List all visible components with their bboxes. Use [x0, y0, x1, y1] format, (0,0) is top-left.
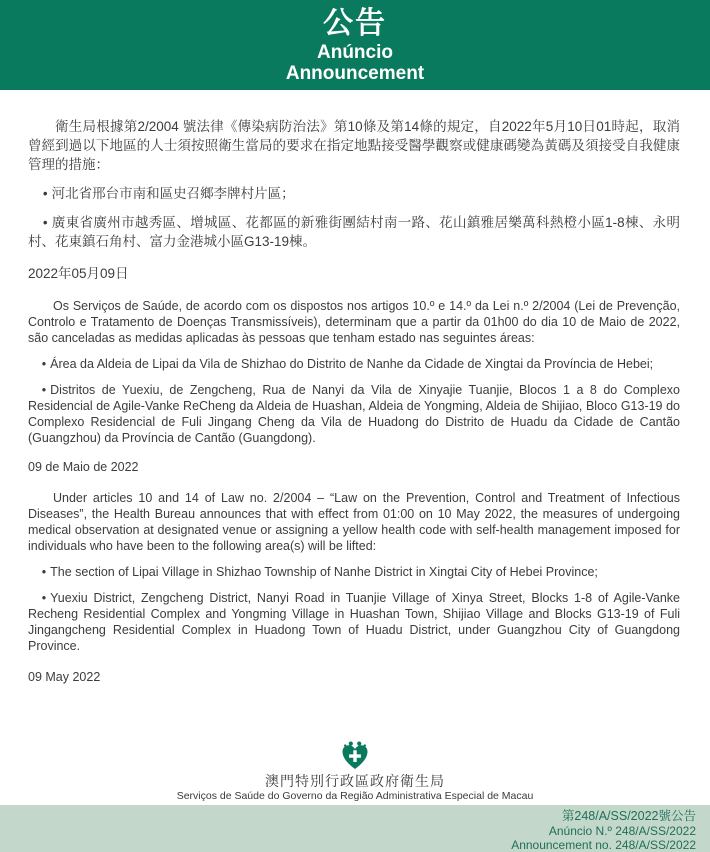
org-name-zh: 澳門特別行政區政府衛生局 [265, 773, 445, 789]
zh-bullet-item [28, 213, 680, 251]
zh-bullet-text: 河北省邢台市南和區史召鄉李牌村片區； [51, 186, 295, 201]
whitespace-spacer [0, 685, 710, 741]
pt-intro-paragraph: Os Serviços de Saúde, de acordo com os dispostos nos artigos 10.º e 14.º da Lei n.º 2/2004 (Lei de Prevenção, Controlo e Tratamento de Doenças Transmissíveis), determinam que a partir da 01h00 do dia 10 de Maio de 2022, são canceladas as medidas aplicadas às pessoas que tenham estado nas seguintes áreas: [28, 299, 680, 345]
bullet-icon: • [42, 215, 48, 230]
zh-bullet-text: 廣東省廣州市越秀區、增城區、花都區的新雅街團結村南一路、花山鎮雅居樂萬科熱橙小區1-8棟、永明村、花東鎮石角村、富力金港城小區G13-19棟。 [28, 215, 680, 249]
announcement-header [0, 0, 710, 90]
page-title-en: Announcement [285, 63, 425, 84]
pt-bullet-item [28, 356, 680, 372]
ref-number-en: Announcement no. 248/A/SS/2022 [511, 838, 696, 852]
bullet-icon: • [41, 591, 47, 605]
en-bullet-item [28, 564, 680, 580]
reference-footer [0, 805, 710, 852]
pt-date: 09 de Maio de 2022 [28, 460, 139, 474]
pt-bullet-text: Área da Aldeia de Lipai da Vila de Shizhao do Distrito de Nanhe da Cidade de Xingtai da Província de Hebei; [50, 357, 654, 371]
org-name-pt: Serviços de Saúde do Governo da Região Administrativa Especial de Macau [176, 790, 534, 802]
en-bullet-item [28, 590, 680, 654]
bullet-icon: • [41, 357, 47, 371]
bullet-icon: • [41, 565, 47, 579]
en-intro-paragraph: Under articles 10 and 14 of Law no. 2/2004 – “Law on the Prevention, Control and Treatment of Infectious Diseases”, the Health Bureau announces that with effect from 01:00 on 10 May 2022, the measures of undergoing medical observation at designated venue or assigning a yellow health code with self-health management imposed for individuals who have been to the following area(s) will be lifted: [28, 491, 680, 553]
ref-number-zh: 第248/A/SS/2022號公告 [561, 809, 696, 823]
en-date: 09 May 2022 [28, 670, 101, 684]
zh-bullet-item [28, 184, 680, 203]
heart-cross-health-bureau-icon [340, 741, 370, 771]
page-title-zh: 公告 [323, 7, 387, 40]
page-title-pt: Anúncio [317, 42, 393, 63]
zh-date: 2022年05月09日 [28, 266, 129, 281]
zh-intro-paragraph: 衛生局根據第2/2004 號法律《傳染病防治法》第10條及第14條的規定，自2022年5月10日01時起，取消曾經到過以下地區的人士須按照衛生當局的要求在指定地點接受醫學觀察或健康碼變為黃碼及須接受自我健康管理的措施： [28, 119, 680, 172]
announcement-body [0, 90, 710, 685]
en-bullet-text: Yuexiu District, Zengcheng District, Nanyi Road in Tuanjie Village of Xinya Street, Blocks 1-8 of Agile-Vanke Recheng Residential Complex and Yongming Village in Huashan Town, Shijiao Village and Blocks G13-19 of Fuli Jingangcheng Residential Complex in Huadong Town of Huadu District, under Guangzhou City of Guangdong Province. [28, 591, 680, 653]
pt-bullet-item [28, 382, 680, 446]
ref-number-pt: Anúncio N.º 248/A/SS/2022 [548, 824, 696, 838]
en-bullet-text: The section of Lipai Village in Shizhao Township of Nanhe District in Xingtai City of Hebei Province; [50, 565, 598, 579]
pt-bullet-text: Distritos de Yuexiu, de Zengcheng, Rua de Nanyi da Vila de Xinyajie Tuanjie, Blocos 1 a 8 do Complexo Residencial de Agile-Vanke ReCheng da Aldeia de Huashan, Aldeia de Yongming, Aldeia de Shijiao, Bloco G13-19 do Complexo Residencial de Fuli Jingang Cheng da Vila de Huadong do Distrito de Huadu da Cidade de Cantão (Guangzhou) da Província de Cantão (Guangdong). [28, 383, 680, 445]
org-signature-block [0, 741, 710, 805]
bullet-icon: • [42, 186, 48, 201]
bullet-icon: • [41, 383, 47, 397]
